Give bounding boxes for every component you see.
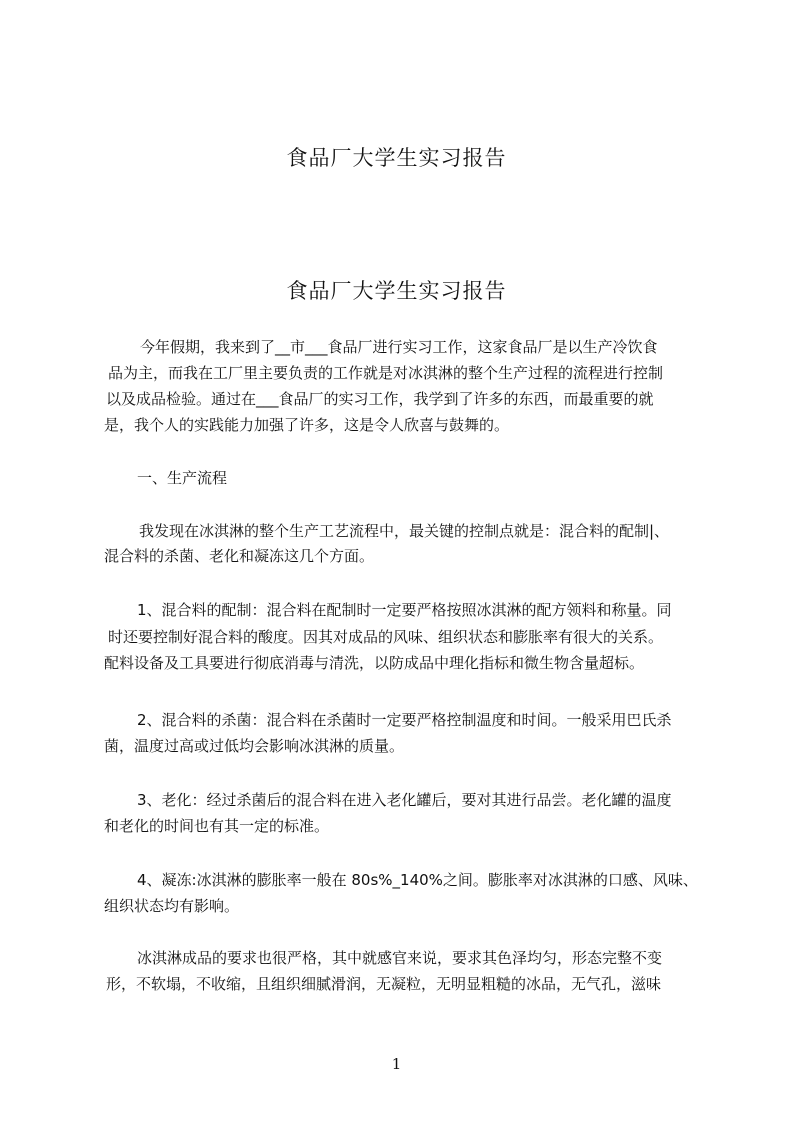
para-1-line-1: 1、混合料的配制：混合料在配制时一定要严格按照冰淇淋的配方领料和称量。同 xyxy=(137,601,672,619)
para-4-line-2: 组织状态均有影响。 xyxy=(104,897,240,915)
key-points-line-1: 我发现在冰淇淋的整个生产工艺流程中，最关键的控制点就是：混合料的配制|、 xyxy=(139,522,670,540)
para-2-line-2: 菌，温度过高或过低均会影响冰淇淋的质量。 xyxy=(104,737,405,755)
para-2-line-1: 2、混合料的杀菌：混合料在杀菌时一定要严格控制温度和时间。一般采用巴氏杀 xyxy=(137,711,672,729)
para-4-line-1: 4、凝冻:冰淇淋的膨胀率一般在 80s%_140%之间。膨胀率对冰淇淋的口感、风味、 xyxy=(137,871,698,889)
para-1-line-3: 配料设备及工具要进行彻底消毒与清洗，以防成品中理化指标和微生物含量超标。 xyxy=(104,654,645,672)
document-title-main: 食品厂大学生实习报告 xyxy=(286,279,507,303)
para-5-line-2: 形，不软塌，不收缩，且组织细腻滑润，无凝粒，无明显粗糙的冰品，无气孔，滋味 xyxy=(106,975,662,993)
intro-line-4: 是，我个人的实践能力加强了许多，这是令人欣喜与鼓舞的。 xyxy=(104,416,510,434)
key-points-line-2: 混合料的杀菌、老化和凝冻这几个方面。 xyxy=(104,547,375,565)
intro-line-2: 品为主，而我在工厂里主要负责的工作就是对冰淇淋的整个生产过程的流程进行控制 xyxy=(108,364,664,382)
para-1-line-2: 时还要控制好混合料的酸度。因其对成品的风味、组织状态和膨胀率有很大的关系。 xyxy=(108,628,664,646)
intro-line-1: 今年假期，我来到了__市___食品厂进行实习工作，这家食品厂是以生产冷饮食 xyxy=(140,338,658,356)
page-number: 1 xyxy=(391,1055,402,1073)
section-heading: 一、生产流程 xyxy=(137,469,228,487)
para-5-line-1: 冰淇淋成品的要求也很严格，其中就感官来说，要求其色泽均匀，形态完整不变 xyxy=(137,949,663,967)
para-3-line-1: 3、老化：经过杀菌后的混合料在进入老化罐后，要对其进行品尝。老化罐的温度 xyxy=(137,791,672,809)
document-title-top: 食品厂大学生实习报告 xyxy=(286,146,507,170)
para-3-line-2: 和老化的时间也有其一定的标准。 xyxy=(104,817,330,835)
intro-line-3: 以及成品检验。通过在___食品厂的实习工作，我学到了许多的东西，而最重要的就 xyxy=(106,390,654,408)
